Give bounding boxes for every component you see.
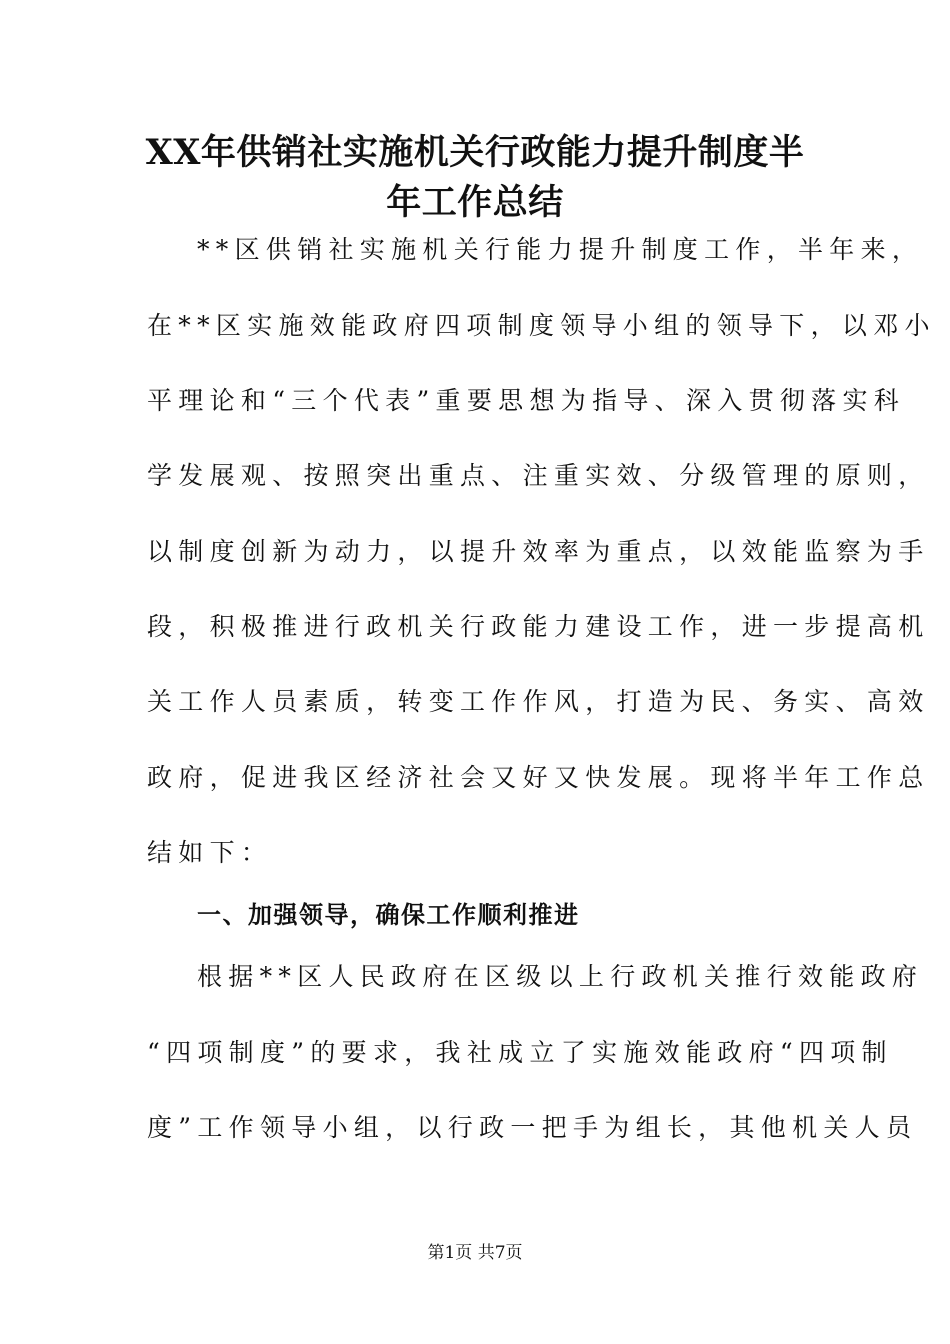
- paragraph-line: 段，积极推进行政机关行政能力建设工作，进一步提高机: [147, 612, 930, 641]
- paragraph-line: 度”工作领导小组，以行政一把手为组长，其他机关人员: [147, 1113, 918, 1142]
- section-heading: 一、加强领导，确保工作顺利推进: [197, 901, 580, 929]
- paragraph-line: 学发展观、按照突出重点、注重实效、分级管理的原则，: [147, 461, 930, 490]
- paragraph-line: 以制度创新为动力，以提升效率为重点，以效能监察为手: [147, 537, 930, 566]
- document-title-line-2: 年工作总结: [386, 182, 564, 223]
- paragraph-line: 平理论和“三个代表”重要思想为指导、深入贯彻落实科: [147, 386, 906, 415]
- paragraph-line: 结如下：: [147, 838, 273, 867]
- page-number-footer: 第1页 共7页: [427, 1243, 523, 1263]
- paragraph-line: **区供销社实施机关行能力提升制度工作，半年来，: [197, 235, 924, 264]
- paragraph-line: 在**区实施效能政府四项制度领导小组的领导下，以邓小: [147, 311, 936, 340]
- paragraph-line: 政府，促进我区经济社会又好又快发展。现将半年工作总: [147, 763, 930, 792]
- paragraph-line: “四项制度”的要求，我社成立了实施效能政府“四项制: [147, 1038, 893, 1067]
- document-title-line-1: XX年供销社实施机关行政能力提升制度半: [145, 132, 805, 173]
- paragraph-line: 关工作人员素质，转变工作作风，打造为民、务实、高效: [147, 687, 930, 716]
- paragraph-line: 根据**区人民政府在区级以上行政机关推行效能政府: [197, 962, 924, 991]
